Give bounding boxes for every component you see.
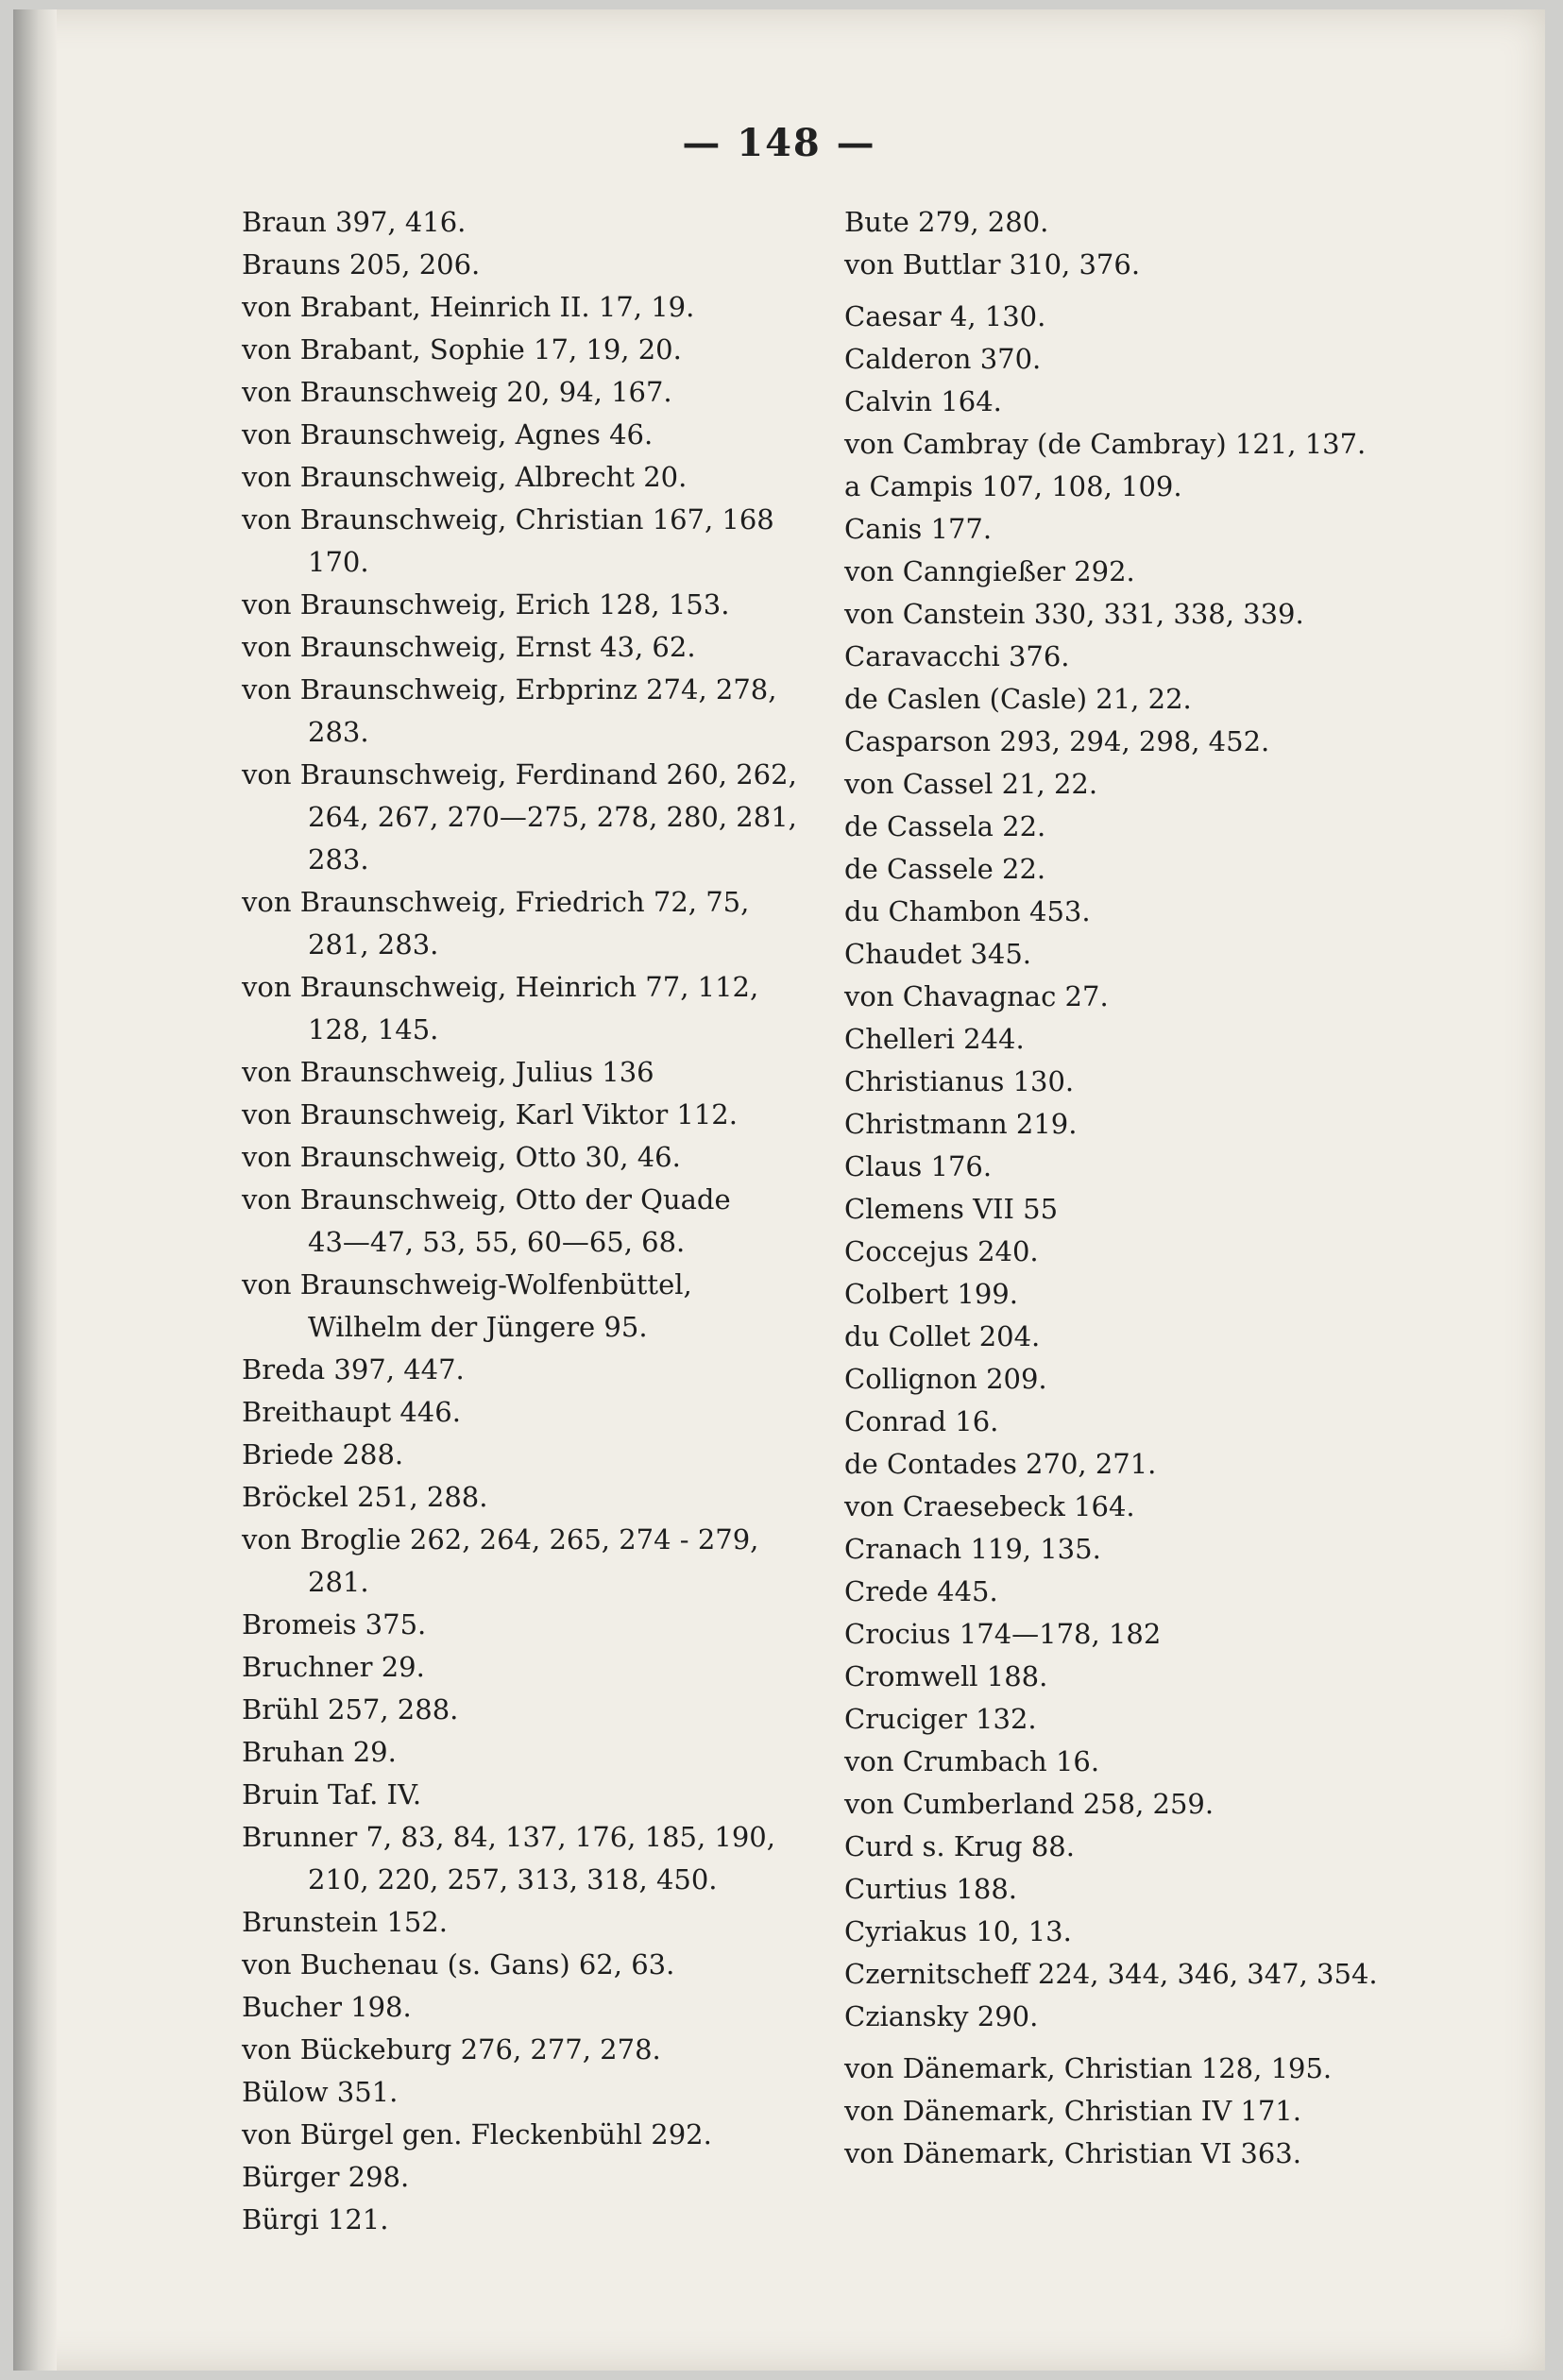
index-entry: Brauns 205, 206. <box>242 248 481 280</box>
index-entry: Bülow 351. <box>242 2076 399 2108</box>
index-entry: von Buchenau (s. Gans) 62, 63. <box>242 1948 675 1980</box>
index-entry: von Braunschweig, Erich 128, 153. <box>242 588 730 620</box>
index-entry: von Cumberland 258, 259. <box>844 1788 1215 1820</box>
index-entry: Brunstein 152. <box>242 1906 448 1938</box>
index-entry: Brunner 7, 83, 84, 137, 176, 185, 190, <box>242 1821 775 1853</box>
index-entry: von Dänemark, Christian IV 171. <box>844 2095 1301 2127</box>
index-entry: Bucher 198. <box>242 1991 412 2023</box>
index-column-right <box>844 201 1524 2175</box>
index-entry: Canis 177. <box>844 513 993 545</box>
index-entry-continuation: 281, 283. <box>308 928 439 960</box>
index-entry: Braun 397, 416. <box>242 206 467 238</box>
index-entry: von Buttlar 310, 376. <box>844 248 1141 280</box>
index-entry: Bröckel 251, 288. <box>242 1481 488 1513</box>
index-entry: von Bürgel gen. Fleckenbühl 292. <box>242 2118 712 2150</box>
index-entry: Bruin Taf. IV. <box>242 1778 422 1810</box>
index-entry: von Braunschweig, Heinrich 77, 112, <box>242 971 759 1003</box>
index-entry: a Campis 107, 108, 109. <box>844 470 1182 502</box>
index-entry: Bruchner 29. <box>242 1651 425 1683</box>
page-edge <box>13 9 57 2371</box>
index-entry: von Braunschweig, Otto 30, 46. <box>242 1141 681 1173</box>
index-entry: von Braunschweig, Ernst 43, 62. <box>242 631 696 663</box>
index-entry: de Caslen (Casle) 21, 22. <box>844 683 1192 715</box>
index-entry: Brühl 257, 288. <box>242 1693 459 1726</box>
book-page <box>13 9 1545 2371</box>
index-entry: Collignon 209. <box>844 1363 1047 1395</box>
index-entry: von Braunschweig-Wolfenbüttel, <box>242 1268 692 1300</box>
index-entry: von Braunschweig, Albrecht 20. <box>242 461 688 493</box>
index-entry: von Crumbach 16. <box>844 1745 1100 1777</box>
index-entry: von Cambray (de Cambray) 121, 137. <box>844 428 1367 460</box>
index-entry: Cziansky 290. <box>844 2000 1039 2032</box>
index-entry: de Cassele 22. <box>844 853 1046 885</box>
index-entry-continuation: 264, 267, 270—275, 278, 280, 281, <box>308 801 797 833</box>
index-entry: Crede 445. <box>844 1575 998 1607</box>
index-entry: Claus 176. <box>844 1150 993 1182</box>
index-entry: Breithaupt 446. <box>242 1396 461 1428</box>
index-entry: von Braunschweig, Erbprinz 274, 278, <box>242 673 777 706</box>
index-entry: von Craesebeck 164. <box>844 1490 1135 1522</box>
index-entry: von Braunschweig, Christian 167, 168 <box>242 503 774 536</box>
index-entry: von Braunschweig, Friedrich 72, 75, <box>242 886 750 918</box>
index-entry-continuation: 283. <box>308 843 369 876</box>
index-column-left <box>242 201 846 2241</box>
index-entry: Bruhan 29. <box>242 1736 397 1768</box>
index-entry: Curtius 188. <box>844 1873 1018 1905</box>
index-entry: Briede 288. <box>242 1438 404 1470</box>
index-entry: von Dänemark, Christian VI 363. <box>844 2137 1301 2169</box>
index-entry: Christmann 219. <box>844 1108 1078 1140</box>
index-entry: Cyriakus 10, 13. <box>844 1915 1072 1947</box>
index-entry: von Cassel 21, 22. <box>844 768 1098 800</box>
index-entry: Cromwell 188. <box>844 1660 1048 1692</box>
page-number: — 148 — <box>682 121 876 165</box>
index-entry: Cranach 119, 135. <box>844 1533 1101 1565</box>
index-entry-continuation: 43—47, 53, 55, 60—65, 68. <box>308 1226 686 1258</box>
index-entry: von Braunschweig 20, 94, 167. <box>242 376 672 408</box>
index-entry: Conrad 16. <box>844 1405 999 1437</box>
index-entry: von Braunschweig, Karl Viktor 112. <box>242 1098 738 1130</box>
index-entry: von Canngießer 292. <box>844 555 1135 587</box>
index-entry: Cruciger 132. <box>844 1703 1037 1735</box>
index-entry: Bürger 298. <box>242 2161 410 2193</box>
index-entry: Clemens VII 55 <box>844 1193 1059 1225</box>
index-entry: Chelleri 244. <box>844 1023 1025 1055</box>
index-entry: de Cassela 22. <box>844 810 1046 842</box>
index-entry: von Braunschweig, Ferdinand 260, 262, <box>242 758 797 790</box>
index-entry: Casparson 293, 294, 298, 452. <box>844 725 1270 757</box>
index-entry: von Dänemark, Christian 128, 195. <box>844 2052 1333 2084</box>
index-entry: von Canstein 330, 331, 338, 339. <box>844 598 1304 630</box>
index-entry: Czernitscheff 224, 344, 346, 347, 354. <box>844 1958 1378 1990</box>
index-entry: de Contades 270, 271. <box>844 1448 1157 1480</box>
index-entry: Coccejus 240. <box>844 1235 1039 1267</box>
index-entry: von Braunschweig, Otto der Quade <box>242 1183 731 1216</box>
index-entry: von Chavagnac 27. <box>844 980 1109 1012</box>
index-entry: Curd s. Krug 88. <box>844 1830 1075 1862</box>
index-entry-continuation: Wilhelm der Jüngere 95. <box>308 1311 648 1343</box>
index-entry: Caravacchi 376. <box>844 640 1070 672</box>
index-entry: Caesar 4, 130. <box>844 300 1046 332</box>
index-entry: Bute 279, 280. <box>844 206 1049 238</box>
index-entry: Breda 397, 447. <box>242 1353 465 1386</box>
index-entry-continuation: 283. <box>308 716 369 748</box>
index-entry-continuation: 210, 220, 257, 313, 318, 450. <box>308 1863 718 1896</box>
index-entry: Bürgi 121. <box>242 2203 389 2236</box>
index-entry: von Bückeburg 276, 277, 278. <box>242 2033 661 2066</box>
index-entry: von Broglie 262, 264, 265, 274 - 279, <box>242 1523 759 1556</box>
index-entry: Colbert 199. <box>844 1278 1018 1310</box>
index-entry: von Braunschweig, Agnes 46. <box>242 418 654 450</box>
index-entry: von Braunschweig, Julius 136 <box>242 1056 654 1088</box>
index-entry: du Chambon 453. <box>844 895 1091 927</box>
index-entry: von Brabant, Sophie 17, 19, 20. <box>242 333 682 366</box>
index-entry-continuation: 281. <box>308 1566 369 1598</box>
index-entry-continuation: 170. <box>308 546 369 578</box>
index-entry: von Brabant, Heinrich II. 17, 19. <box>242 291 695 323</box>
index-entry: Calderon 370. <box>844 343 1042 375</box>
index-entry: du Collet 204. <box>844 1320 1041 1352</box>
index-entry: Crocius 174—178, 182 <box>844 1618 1162 1650</box>
index-entry-continuation: 128, 145. <box>308 1013 439 1046</box>
index-entry: Bromeis 375. <box>242 1608 427 1640</box>
index-entry: Christianus 130. <box>844 1065 1075 1097</box>
index-entry: Chaudet 345. <box>844 938 1032 970</box>
index-entry: Calvin 164. <box>844 385 1002 417</box>
